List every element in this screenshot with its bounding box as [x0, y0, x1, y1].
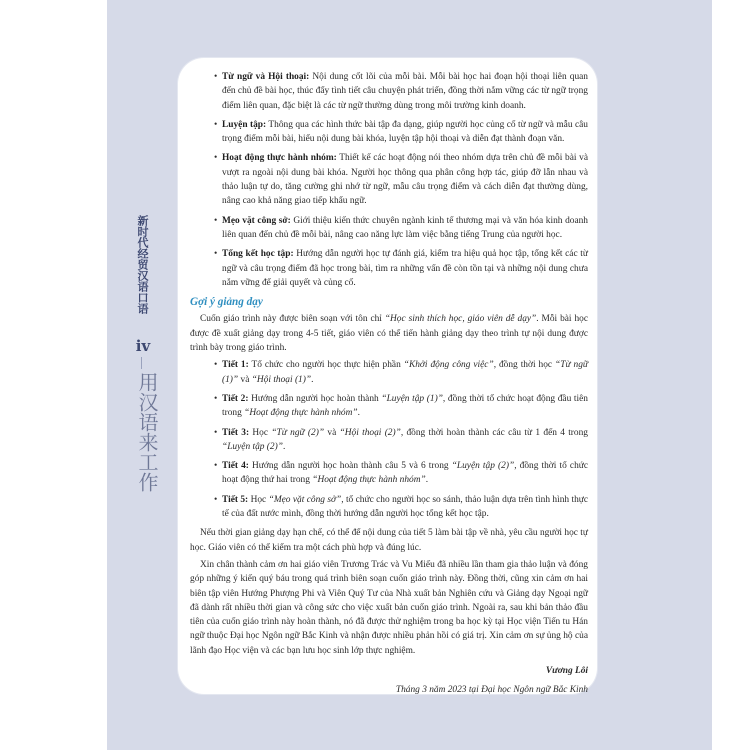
- bullet: •: [214, 393, 218, 404]
- divider: [141, 357, 142, 369]
- component-label: Tổng kết học tập:: [222, 249, 294, 260]
- note-paragraph: Nếu thời gian giảng dạy hạn chế, có thể để nội dung của tiết 5 làm bài tập về nhà, yêu cầu người học tự học. Giáo viên có thể kiểm tra một cách phù hợp và đúng lúc.: [190, 528, 588, 553]
- lesson-text: .: [425, 475, 429, 486]
- intro-paragraph: [190, 312, 588, 355]
- lesson-label: Tiết 2:: [222, 393, 249, 404]
- component-item: [190, 247, 588, 290]
- intro-text: Cuốn giáo trình này được biên soạn với tôn chỉ: [200, 314, 385, 325]
- lesson-item: [190, 459, 588, 488]
- lesson-emph: “Hội thoại (1)”: [251, 374, 312, 385]
- lesson-text: , đồng thời tổ chức hoạt động thứ hai trong: [222, 461, 588, 486]
- lesson-emph: “Luyện tập (2)”: [451, 461, 515, 472]
- lesson-text: Tổ chức cho người học thực hiện phần: [248, 360, 404, 371]
- bullet: •: [214, 494, 218, 505]
- component-item: [190, 214, 588, 243]
- section-heading: Gợi ý giảng dạy: [190, 296, 263, 309]
- component-text: Nội dung cốt lõi của mỗi bài. Mỗi bài học hai đoạn hội thoại liên quan đến chủ đề bài học, thúc đẩy tình tiết câu chuyện phát triển, đồng thời nắm vững các từ ngữ trọng điểm liên quan, đặc biệt là các từ ngữ thường dùng trong môi trường kinh doanh.: [222, 72, 588, 111]
- component-text: Giới thiệu kiến thức chuyên ngành kinh tế thương mại và văn hóa kinh doanh liên quan đến chủ đề mỗi bài, nâng cao năng lực làm việc bằng tiếng Trung của người học.: [222, 215, 588, 240]
- lesson-emph: “Luyện tập (1)”: [381, 393, 443, 404]
- lesson-emph: “Hội thoại (2)”: [339, 427, 401, 438]
- bullet: •: [214, 215, 218, 226]
- author-date: Tháng 3 năm 2023 tại Đại học Ngôn ngữ Bắc Kinh: [395, 685, 588, 696]
- lesson-emph: “Hoạt động thực hành nhóm”: [244, 408, 358, 419]
- lesson-item: [190, 426, 588, 455]
- lesson-label: Tiết 1:: [222, 360, 249, 371]
- lesson-text: .: [282, 441, 286, 452]
- component-item: [190, 118, 588, 147]
- lesson-emph: “Từ ngữ (1)”: [222, 360, 589, 385]
- lesson-emph: “Khởi động công việc”: [403, 360, 494, 371]
- lesson-text: .: [311, 374, 314, 385]
- thanks-paragraph: Xin chân thành cảm ơn hai giáo viên Trương Trác và Vu Miếu đã nhiều lần tham gia thảo luận và đóng góp những ý kiến quý báu trong quá trình biên soạn cuốn giáo trình này. Đồng thời, cũng xin cảm ơn hai biên tập viên Hướng Phượng Phi và Viên Quý Tư của Nhà xuất bản Nghiên cứu và Giảng dạy Ngoại ngữ đã dành rất nhiều thời gian và công sức cho việc xuất bản cuốn giáo trình. Ngoài ra, sau khi bản thảo đầu tiên của cuốn giáo trình này hoàn thành, nó đã được thử nghiệm trong ba học kỳ tại Học viện Tiến tu Hán ngữ thuộc Đại học Ngôn ngữ Bắc Kinh và nhận được nhiều phản hồi có giá trị. Xin cảm ơn sự ủng hộ của lãnh đạo Học viện và các bạn lưu học sinh lớp thực nghiệm.: [190, 559, 588, 656]
- lesson-text: , đồng thời tổ chức hoạt động đầu tiên trong: [222, 393, 588, 419]
- component-text: Thiết kế các hoạt động nói theo nhóm dựa trên chủ đề mỗi bài và vượt ra ngoài nội dung bài khóa. Người học thông qua phân công hợp tác, giúp đỡ lẫn nhau và thảo luận tự do, tăng cường ghi nhớ từ ngữ, mẫu câu trọng điểm và cách diễn đạt thường dùng, nâng cao khả năng giao tiếp khẩu ngữ.: [222, 153, 589, 207]
- lesson-text: và: [324, 427, 340, 438]
- lesson-text: Học: [249, 427, 272, 438]
- page-number: iv: [135, 337, 151, 355]
- bullet: •: [214, 153, 218, 164]
- bullet: •: [214, 360, 218, 371]
- component-label: Từ ngữ và Hội thoại:: [222, 72, 310, 82]
- lesson-text: , đồng thời học: [493, 360, 556, 371]
- lesson-emph: “Mẹo vặt công sở”: [268, 494, 342, 505]
- lesson-text: Hướng dẫn người học hoàn thành câu 5 và 6 trong: [248, 461, 452, 472]
- lesson-label: Tiết 5:: [222, 494, 249, 505]
- slogan-vertical: 用汉语来工作: [135, 372, 159, 492]
- lesson-item: [190, 358, 588, 387]
- lesson-text: , đồng thời hoàn thành các câu từ 1 đến 4 trong: [400, 427, 588, 438]
- lesson-text: và: [238, 374, 252, 385]
- lesson-text: Hướng dẫn người học hoàn thành: [248, 393, 382, 404]
- lesson-label: Tiết 3:: [222, 427, 250, 438]
- lesson-item: [190, 493, 588, 522]
- component-label: Mẹo vặt công sở:: [222, 215, 291, 226]
- lesson-text: Học: [248, 494, 269, 505]
- intro-text-end: . Mỗi bài học được đề xuất giảng dạy trong 4-5 tiết, giáo viên có thể tiến hành giảng dạy theo trình tự nội dung được trình bày trong giáo trình.: [190, 314, 588, 354]
- bullet: •: [214, 461, 218, 472]
- lesson-item: [190, 392, 588, 421]
- lesson-label: Tiết 4:: [222, 461, 249, 472]
- bullet: •: [214, 427, 218, 438]
- component-item: [190, 70, 588, 113]
- component-label: Hoạt động thực hành nhóm:: [222, 153, 337, 164]
- lesson-text: , tổ chức cho người học so sánh, thảo luận dựa trên tình hình thực tế của đất nước mình, đồng thời hướng dẫn người học tổng kết học tập.: [222, 494, 589, 520]
- component-text: Hướng dẫn người học tự đánh giá, kiểm tra hiệu quả học tập, tổng kết các từ ngữ và câu trọng điểm đã học trong bài, tìm ra những vấn đề còn tồn tại và những nội dung chưa nắm vững để giải quyết và củng cố.: [222, 249, 588, 288]
- component-text: Thông qua các hình thức bài tập đa dạng, giúp người học củng cố từ ngữ và mẫu câu trọng điểm mỗi bài, hiểu nội dung bài khóa, luyện tập hội thoại và diễn đạt thành đoạn văn.: [222, 119, 588, 145]
- lesson-emph: “Hoạt động thực hành nhóm”: [312, 475, 426, 486]
- intro-motto: “Học sinh thích học, giáo viên dễ dạy”: [384, 314, 537, 325]
- book-title-vertical: 新时代经贸汉语口语: [136, 215, 149, 314]
- lesson-emph: “Từ ngữ (2)”: [271, 427, 325, 438]
- page-content: [190, 70, 588, 698]
- lesson-emph: “Luyện tập (2)”: [222, 441, 283, 452]
- lesson-text: .: [357, 408, 360, 419]
- author-name: Vương Lôi: [545, 665, 588, 676]
- component-item: [190, 151, 588, 208]
- bullet: •: [214, 249, 218, 260]
- bullet: •: [214, 72, 218, 82]
- component-label: Luyện tập:: [222, 119, 267, 130]
- bullet: •: [214, 119, 218, 130]
